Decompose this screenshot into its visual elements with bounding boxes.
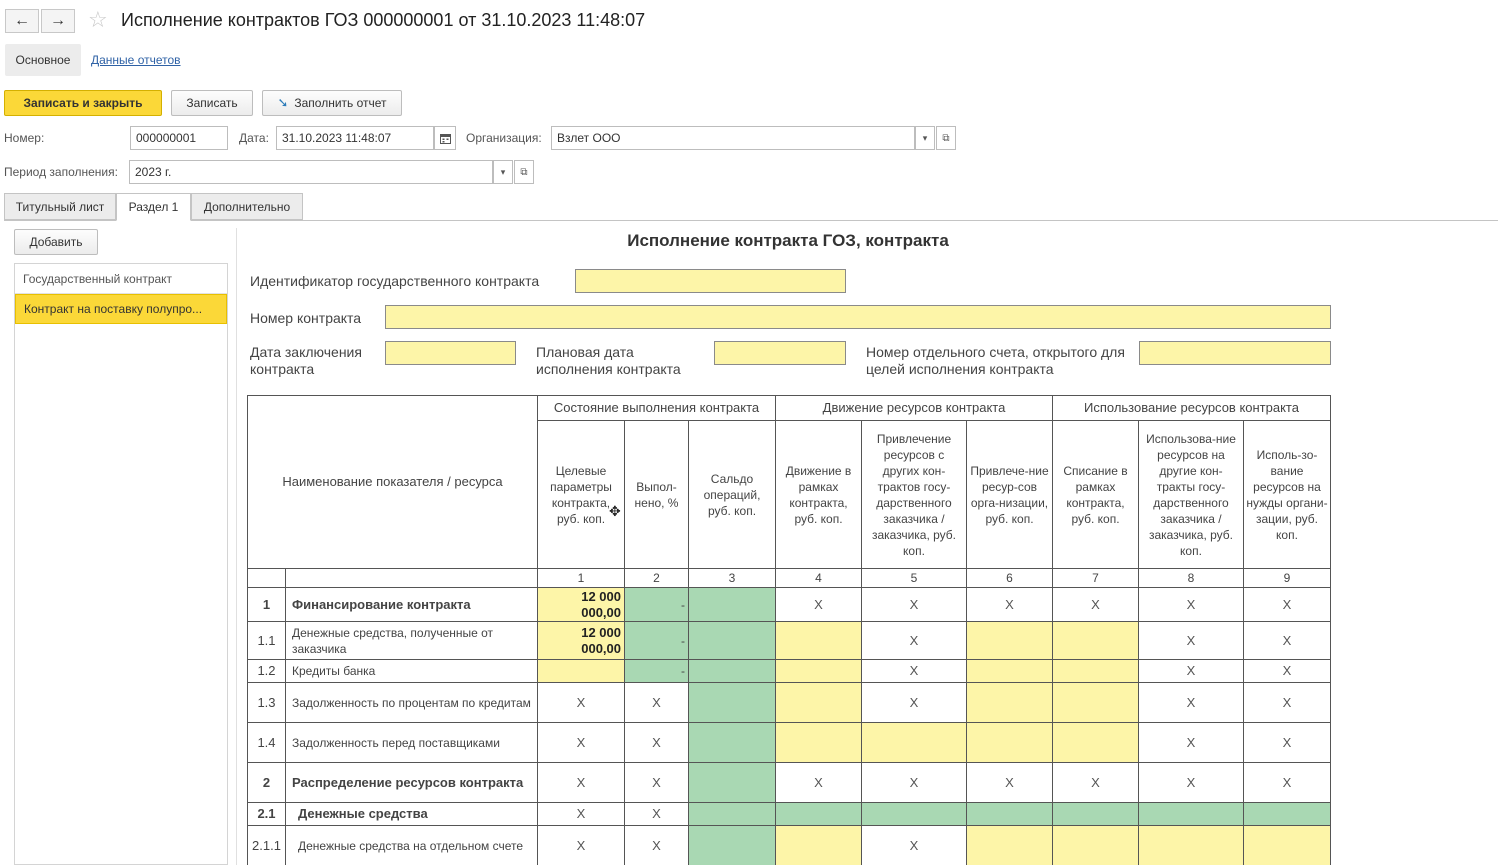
x-cell: X (538, 803, 625, 826)
row-name: Денежные средства на отдельном счете (286, 826, 538, 865)
column-number: 4 (776, 569, 862, 588)
row-name: Задолженность по процентам по кредитам (286, 683, 538, 723)
balance-cell (689, 723, 776, 763)
balance-cell (689, 826, 776, 865)
x-cell: X (862, 763, 967, 803)
table-row (248, 826, 1331, 865)
window-title: Исполнение контрактов ГОЗ 000000001 от 31.10.2023 11:48:07 (121, 10, 646, 30)
row-name: Денежные средства, полученные от заказчика (286, 622, 538, 660)
x-cell: X (1053, 763, 1139, 803)
planned-date-field[interactable] (714, 341, 846, 365)
column-number: 2 (625, 569, 689, 588)
x-cell: X (1139, 622, 1244, 660)
x-cell: X (1244, 683, 1331, 723)
tab-additional[interactable]: Дополнительно (191, 193, 303, 220)
percent-cell: - (625, 622, 689, 660)
computed-cell (1244, 803, 1331, 826)
contract-id-label: Идентификатор государственного контракта (250, 273, 540, 289)
x-cell: X (538, 763, 625, 803)
table-row (248, 763, 1331, 803)
period-dropdown-button[interactable] (493, 160, 513, 184)
x-cell: X (862, 826, 967, 865)
x-cell: X (625, 723, 689, 763)
balance-cell (689, 588, 776, 622)
number-field[interactable]: 000000001 (130, 126, 228, 150)
x-cell: X (1139, 588, 1244, 622)
target-value-cell[interactable]: 12 000 000,00 (538, 622, 625, 660)
input-cell[interactable] (776, 723, 862, 763)
x-cell: X (538, 723, 625, 763)
back-button[interactable] (5, 9, 39, 33)
x-cell: X (625, 803, 689, 826)
open-link-icon: ⧉ (942, 132, 950, 144)
mouse-cursor-icon: ✥ (609, 503, 621, 519)
input-cell[interactable] (1053, 683, 1139, 723)
table-row (248, 803, 1331, 826)
computed-cell (776, 803, 862, 826)
input-cell[interactable] (776, 622, 862, 660)
x-cell: X (538, 683, 625, 723)
form-title: Исполнение контракта ГОЗ, контракта (627, 231, 949, 250)
column-number: 8 (1139, 569, 1244, 588)
account-number-label: Номер отдельного счета, открытого для целей исполнения контракта (866, 344, 1125, 377)
planned-date-label: Плановая дата исполнения контракта (536, 344, 681, 377)
column-header: Привлечение ресурсов с других кон-трактов госу-дарственного заказчика / заказчика, руб. коп. (862, 421, 967, 569)
column-number: 1 (538, 569, 625, 588)
save-button[interactable]: Записать (171, 90, 253, 116)
list-item-supply-contract[interactable]: Контракт на поставку полупро... (15, 294, 227, 324)
account-number-field[interactable] (1139, 341, 1331, 365)
input-cell[interactable] (967, 826, 1053, 865)
name-column-header: Наименование показателя / ресурса (248, 396, 538, 569)
period-field[interactable]: 2023 г. (129, 160, 493, 184)
number-label: Номер: (4, 131, 45, 145)
input-cell[interactable] (967, 660, 1053, 683)
forward-button[interactable] (41, 9, 75, 33)
x-cell: X (1244, 763, 1331, 803)
row-number: 1 (248, 588, 286, 622)
x-cell: X (776, 763, 862, 803)
contract-id-field[interactable] (575, 269, 846, 293)
input-cell[interactable] (862, 723, 967, 763)
group-header-usage: Использование ресурсов контракта (1053, 396, 1331, 421)
row-number: 1.4 (248, 723, 286, 763)
x-cell: X (1053, 588, 1139, 622)
input-cell[interactable] (967, 683, 1053, 723)
x-cell: X (625, 683, 689, 723)
add-button[interactable]: Добавить (14, 229, 98, 255)
row-name: Задолженность перед поставщиками (286, 723, 538, 763)
input-cell[interactable] (1053, 660, 1139, 683)
date-field[interactable]: 31.10.2023 11:48:07 (276, 126, 434, 150)
x-cell: X (1139, 763, 1244, 803)
row-name: Финансирование контракта (286, 588, 538, 622)
computed-cell (1139, 803, 1244, 826)
tabs-baseline (4, 220, 1498, 221)
column-header: Привлече-ние ресур-сов орга-низации, руб. коп. (967, 421, 1053, 569)
column-header: Исполь-зо-вание ресурсов на нужды органи-зации, руб. коп. (1244, 421, 1331, 569)
row-number: 2.1 (248, 803, 286, 826)
input-cell[interactable] (1053, 622, 1139, 660)
favorite-star-icon[interactable]: ☆ (88, 7, 108, 32)
column-header: Целевые параметры контракта, руб. коп. (538, 421, 625, 569)
column-header: Использова-ние ресурсов на другие кон-тракты госу-дарственного заказчика / заказчика, руб. коп. (1139, 421, 1244, 569)
column-number: 7 (1053, 569, 1139, 588)
input-cell[interactable] (967, 622, 1053, 660)
computed-cell (967, 803, 1053, 826)
organization-label: Организация: (466, 131, 542, 145)
x-cell: X (1139, 723, 1244, 763)
row-number: 1.1 (248, 622, 286, 660)
save-and-close-button[interactable]: Записать и закрыть (4, 90, 162, 116)
balance-cell (689, 763, 776, 803)
input-cell[interactable] (1244, 826, 1331, 865)
column-header: Сальдо операций, руб. коп. (689, 421, 776, 569)
balance-cell (689, 803, 776, 826)
x-cell: X (1244, 723, 1331, 763)
contract-number-field[interactable] (385, 305, 1331, 329)
x-cell: X (625, 763, 689, 803)
table-row (248, 622, 1331, 660)
balance-cell (689, 683, 776, 723)
x-cell: X (862, 622, 967, 660)
row-number: 2 (248, 763, 286, 803)
input-cell[interactable] (776, 683, 862, 723)
fill-report-label: Заполнить отчет (294, 96, 387, 110)
row-number: 1.3 (248, 683, 286, 723)
input-cell[interactable] (1053, 723, 1139, 763)
tab-title-page[interactable]: Титульный лист (4, 193, 116, 220)
percent-cell: - (625, 588, 689, 622)
input-cell[interactable] (776, 826, 862, 865)
x-cell: X (967, 588, 1053, 622)
balance-cell (689, 622, 776, 660)
subtab-main[interactable]: Основное (5, 44, 81, 76)
tab-section-1[interactable]: Раздел 1 (116, 193, 191, 221)
column-header: Движение в рамках контракта, руб. коп. (776, 421, 862, 569)
percent-cell: - (625, 660, 689, 683)
column-number: 9 (1244, 569, 1331, 588)
calendar-button[interactable] (434, 126, 456, 150)
column-header: Выпол-нено, % (625, 421, 689, 569)
table-row (248, 660, 1331, 683)
input-cell[interactable] (538, 660, 625, 683)
organization-open-button[interactable] (936, 126, 956, 150)
group-header-movement: Движение ресурсов контракта (776, 396, 1053, 421)
x-cell: X (625, 826, 689, 865)
row-name: Денежные средства (286, 803, 538, 826)
contract-list (14, 263, 228, 865)
date-label: Дата: (239, 131, 269, 145)
x-cell: X (967, 763, 1053, 803)
organization-dropdown-button[interactable] (915, 126, 935, 150)
conclusion-date-label: Дата заключения контракта (250, 344, 362, 377)
input-cell[interactable] (1053, 826, 1139, 865)
input-cell[interactable] (1139, 826, 1244, 865)
calendar-icon (440, 133, 451, 144)
table-row (248, 588, 1331, 622)
x-cell: X (862, 588, 967, 622)
x-cell: X (1244, 588, 1331, 622)
chevron-down-icon: ▾ (922, 132, 928, 143)
list-item-state-contract[interactable]: Государственный контракт (15, 264, 227, 294)
group-header-status: Состояние выполнения контракта (538, 396, 776, 421)
conclusion-date-field[interactable] (385, 341, 516, 365)
x-cell: X (862, 660, 967, 683)
chevron-down-icon: ▾ (500, 166, 506, 177)
fill-arrow-icon: ➘ (277, 95, 289, 110)
panel-divider (236, 228, 237, 865)
open-link-icon: ⧉ (520, 166, 528, 178)
x-cell: X (1139, 660, 1244, 683)
arrow-right-icon: → (50, 12, 66, 29)
column-number: 6 (967, 569, 1053, 588)
row-number: 2.1.1 (248, 826, 286, 865)
column-number: 3 (689, 569, 776, 588)
organization-field[interactable]: Взлет ООО (551, 126, 915, 150)
row-name: Кредиты банка (286, 660, 538, 683)
input-cell[interactable] (967, 723, 1053, 763)
x-cell: X (538, 826, 625, 865)
input-cell[interactable] (776, 660, 862, 683)
fill-report-button[interactable] (262, 90, 402, 116)
period-open-button[interactable] (514, 160, 534, 184)
computed-cell (862, 803, 967, 826)
x-cell: X (862, 683, 967, 723)
target-value-cell[interactable]: 12 000 000,00 (538, 588, 625, 622)
arrow-left-icon: ← (14, 12, 30, 29)
table-row (248, 723, 1331, 763)
balance-cell (689, 660, 776, 683)
period-label: Период заполнения: (4, 165, 118, 179)
contract-number-label: Номер контракта (250, 310, 362, 326)
table-row (248, 683, 1331, 723)
row-name: Распределение ресурсов контракта (286, 763, 538, 803)
x-cell: X (1139, 683, 1244, 723)
x-cell: X (776, 588, 862, 622)
x-cell: X (1244, 622, 1331, 660)
computed-cell (1053, 803, 1139, 826)
contract-table (247, 395, 1331, 865)
column-number: 5 (862, 569, 967, 588)
subtab-reports-link[interactable]: Данные отчетов (91, 53, 181, 67)
column-header: Списание в рамках контракта, руб. коп. (1053, 421, 1139, 569)
x-cell: X (1244, 660, 1331, 683)
row-number: 1.2 (248, 660, 286, 683)
